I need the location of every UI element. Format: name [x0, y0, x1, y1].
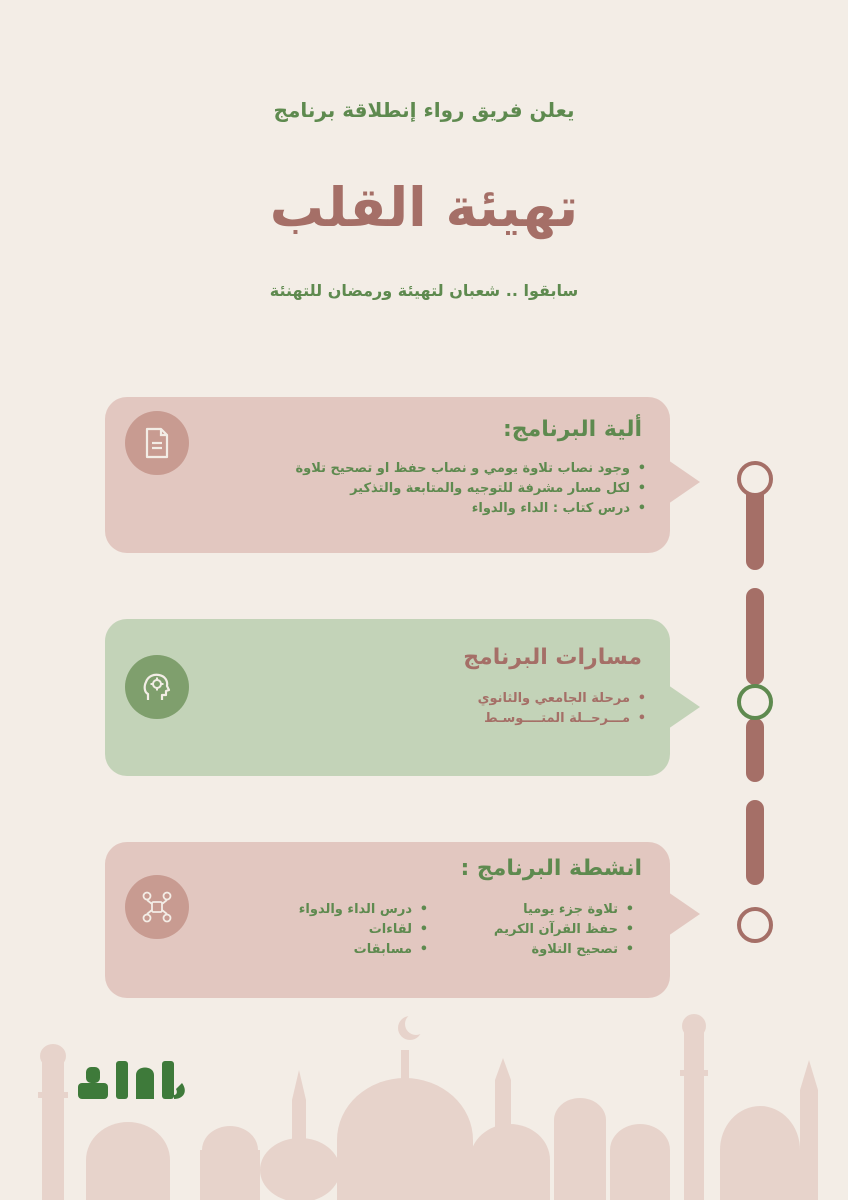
list-item: • درس كتاب : الداء والدواء	[295, 499, 648, 519]
section-card-tracks	[105, 619, 670, 776]
timeline-node	[737, 907, 773, 943]
section-card-mechanism	[105, 397, 670, 553]
activities-list-right	[494, 900, 636, 960]
list-item: • مسابقات	[299, 940, 430, 960]
announcement-text: يعلن فريق رواء إنطلاقة برنامج	[273, 98, 575, 122]
timeline-node	[737, 684, 773, 720]
list-item: • وجود نصاب تلاوة يومي و نصاب حفظ او تصحيح تلاوة	[295, 459, 648, 479]
section-title: ألية البرنامج:	[502, 417, 642, 442]
card-pointer	[668, 685, 700, 729]
rawaa-logo	[78, 1053, 188, 1103]
list-item: • لكل مسار مشرفة للتوجيه والمتابعة والتذكير	[295, 479, 648, 499]
section-list	[295, 459, 648, 519]
list-item: • تصحيح التلاوة	[494, 940, 636, 960]
timeline-bar	[746, 718, 764, 782]
page-title: تهيئة القلب	[269, 176, 579, 239]
document-icon	[125, 411, 189, 475]
card-pointer	[668, 892, 700, 936]
section-title: انشطة البرنامج :	[460, 856, 642, 881]
timeline-bar	[746, 800, 764, 885]
list-item: • مرحلة الجامعي والثانوي	[478, 689, 648, 709]
subtitle-text: سابقوا .. شعبان لتهيئة ورمضان للتهنئة	[269, 281, 579, 300]
section-title: مسارات البرنامج	[463, 645, 642, 670]
timeline-node	[737, 461, 773, 497]
section-list	[478, 689, 648, 729]
list-item: • حفظ القرآن الكريم	[494, 920, 636, 940]
card-pointer	[668, 460, 700, 504]
list-item: • درس الداء والدواء	[299, 900, 430, 920]
activities-list-left	[299, 900, 430, 960]
list-item: • تلاوة جزء يوميا	[494, 900, 636, 920]
section-card-activities	[105, 842, 670, 998]
list-item: • مـــرحــلة المتــــوسـط	[478, 709, 648, 729]
timeline-bar	[746, 588, 764, 685]
list-item: • لقاءات	[299, 920, 430, 940]
head-gear-icon	[125, 655, 189, 719]
people-gathering-icon	[125, 875, 189, 939]
